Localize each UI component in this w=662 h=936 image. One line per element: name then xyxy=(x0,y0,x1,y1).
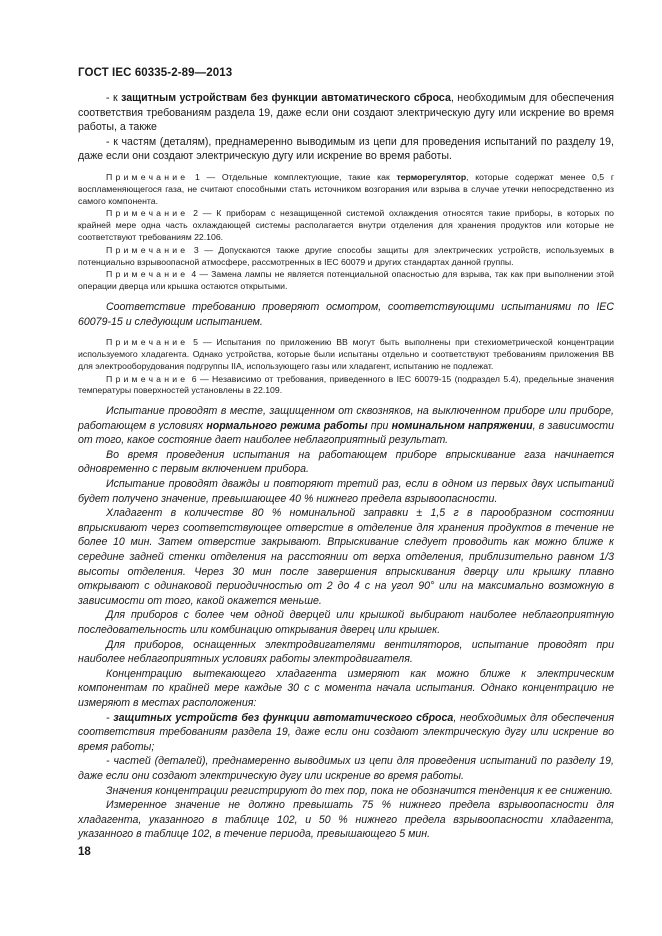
intro-paragraph-2: - к частям (деталям), преднамеренно выводимым из цепи для проведения испытаний по разделу 19, даже если они создают электрическую дугу или искрение во время работы. xyxy=(78,135,614,163)
note-5 xyxy=(78,337,614,372)
test-paragraph-10: Значения концентрации регистрируют до тех пор, пока не обозначится тенденция к ее снижению. xyxy=(106,784,613,797)
page-number: 18 xyxy=(78,846,91,858)
test-p1-term-2: номинальном напряжении xyxy=(391,419,533,432)
test-paragraph-1 xyxy=(78,404,614,448)
note-label: Примечание xyxy=(106,244,189,255)
test-p1-d: , в зависимости от того, какое состояние дает наиболее неблагоприятный результат. xyxy=(78,419,615,447)
test-p8-rest: , необходимых для обеспечения соответствия требованиям раздела 19, даже если они создают электрическую дугу или искрение во время работы; xyxy=(78,711,614,753)
note-3 xyxy=(78,245,614,269)
test-paragraph-7: Концентрацию вытекающего хладагента измеряют как можно ближе к электрическим компонентам по крайней мере каждые 30 с с момента начала испытания. Однако концентрацию не измеряют в местах расположения: xyxy=(78,667,614,709)
note-1-text: 1 — Отдельные комплектующие, такие как xyxy=(188,171,397,182)
intro-p1-term: защитным устройствам без функции автоматического сброса xyxy=(121,92,451,104)
test-p8-prefix: - xyxy=(106,711,114,724)
note-label: Примечание xyxy=(106,208,189,219)
standard-header: ГОСТ IEC 60335-2-89—2013 xyxy=(78,67,233,79)
intro-p1-prefix: - к xyxy=(106,92,122,104)
test-paragraph-3: Испытание проводят дважды и повторяют третий раз, если в одном из первых двух испытаний будет получено значение, превышающее 40 % нижнего предела взрывоопасности. xyxy=(78,478,614,505)
test-paragraph-6: Для приборов, оснащенных электродвигателями вентиляторов, испытание проводят при наиболее неблагоприятных условиях работы электродвигателя. xyxy=(78,638,614,666)
page-body xyxy=(78,91,614,842)
test-paragraph-2: Во время проведения испытания на работающем приборе впрыскивание газа начинается одновременно с первым включением прибора. xyxy=(78,448,614,476)
test-paragraph-9: - частей (деталей), преднамеренно выводимых из цепи для проведения испытаний по разделу 19, даже если они создают электрическую дугу или искрение во время работы. xyxy=(78,755,614,782)
note-6-text: 6 — Независимо от требования, приведенного в IEC 60079-15 (подраздел 5.4), предельные значения температуры поверхностей установлены в 22.109. xyxy=(78,373,614,396)
note-label: Примечание xyxy=(106,171,189,182)
note-5-text: 5 — Испытания по приложению ВВ могут быть выполнены при стехиометрической концентрации используемого хладагента. Однако устройства, которые были испытаны отдельно и соответствуют требованиям приложения ВВ для электрооборудования подгруппы IIA, использующего газы или хладагент, испытанию не подлежат. xyxy=(78,337,614,371)
note-3-text: 3 — Допускаются также другие способы защиты для электрических устройств, используемых в потенциально взрывоопасной атмосфере, рассмотренных в IEC 60079 и других стандартах данной группы. xyxy=(78,244,614,267)
test-paragraph-4: Хладагент в количестве 80 % номинальной заправки ± 1,5 г в парообразном состоянии впрыскивают через соответствующее отверстие в отделение для хранения продуктов в течение не более 10 мин. Затем отверстие закрывают. Впрыскивание следует проводить как можно ближе к середине задней стенки отделения на расстоянии от верха отделения, приблизительно равном 1/3 высоты отделения. Через 30 мин после завершения впрыскивания дверцу или крышку плавно открывают с одинаковой периодичностью от 2 до 4 с на угол 90° или на максимально возможную в зависимости от того, какой окажется меньше. xyxy=(78,507,614,607)
test-p1-a: Испытание проводят в месте, защищенном от сквозняков, на выключенном приборе или приборе, работающем в условиях xyxy=(78,405,614,432)
notes-group-1 xyxy=(78,172,614,293)
test-p1-term-1: нормального режима работы xyxy=(206,419,368,432)
note-4 xyxy=(78,269,614,293)
test-p1-c: при xyxy=(367,419,392,432)
note-2 xyxy=(78,208,614,243)
compliance-paragraph: Соответствие требованию проверяют осмотром, соответствующими испытаниями по IEC 60079-15 и следующим испытанием. xyxy=(78,300,614,328)
note-4-text: 4 — Замена лампы не является потенциальной опасностью для взрыва, так как при выполнении этой операции дверца или крышка остаются открытыми. xyxy=(78,269,614,292)
test-paragraph-5: Для приборов с более чем одной дверцей или крышкой выбирают наиболее неблагоприятную последовательность или комбинацию открывания дверец или крышек. xyxy=(78,609,614,637)
intro-p1-rest: , необходимым для обеспечения соответствия требованиям раздела 19, даже если они создают электрическую дугу или искрение во время работы, а также xyxy=(78,92,614,134)
note-1-term: терморегулятор xyxy=(396,171,467,182)
test-paragraph-11: Измеренное значение не должно превышать 75 % нижнего предела взрывоопасности для хладагента, указанного в таблице 102, и 50 % нижнего предела взрывоопасности хладагента, указанного в таблице 102, в течение периода, превышающего 5 мин. xyxy=(78,799,614,841)
note-label: Примечание xyxy=(106,269,189,280)
note-1-rest: , которые содержат менее 0,5 г воспламеняющегося газа, не считают способными стать источником возгорания или взрыва в случае утечки непосредственно из самого компонента. xyxy=(78,171,614,206)
note-label: Примечание xyxy=(106,373,189,384)
test-paragraph-8 xyxy=(78,711,614,755)
notes-group-2 xyxy=(78,337,614,397)
intro-paragraph-1 xyxy=(78,91,614,135)
note-1 xyxy=(78,172,614,207)
note-6 xyxy=(78,374,614,398)
note-2-text: 2 — К приборам с незащищенной системой охлаждения относятся такие приборы, в которых по крайней мере одна часть охлаждающей системы располагается внутри отделения для хранения продуктов или которые не соответствуют требованиям 22.106. xyxy=(78,208,614,242)
note-label: Примечание xyxy=(106,337,189,348)
test-p8-term: защитных устройств без функции автоматического сброса xyxy=(113,711,454,724)
